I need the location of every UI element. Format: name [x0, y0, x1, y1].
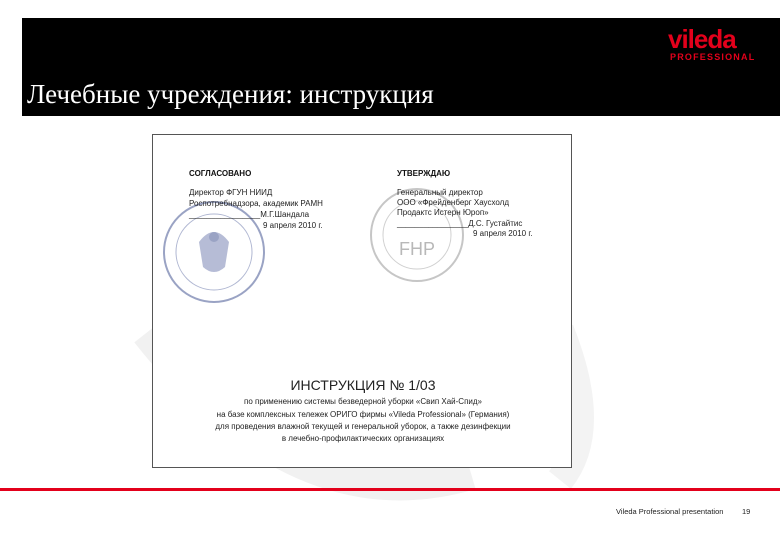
approval-right-line: Продактс Истерн Юроп»	[397, 208, 489, 217]
stamp-fhp-text: FHP	[399, 239, 435, 259]
instruction-text-line: на базе комплексных тележек ОРИГО фирмы «Vileda Professional» (Германия)	[216, 410, 510, 419]
approval-heading-left: СОГЛАСОВАНО	[189, 169, 252, 178]
footer-text: Vileda Professional presentation	[616, 507, 724, 516]
logo-wordmark: vileda	[668, 24, 736, 54]
approval-right-line: ООО «Фрейденберг Хаусхолд	[397, 198, 509, 207]
approval-left-line: ________________М.Г.Шандала	[189, 210, 310, 219]
footer-divider	[0, 488, 780, 491]
approval-left-line: Роспотребнадзора, академик РАМН	[189, 199, 323, 208]
instruction-text-line: по применению системы безведерной уборки «Свип Хай-Спид»	[243, 397, 482, 406]
instruction-title: ИНСТРУКЦИЯ № 1/03	[290, 377, 436, 393]
approval-heading-right: УТВЕРЖДАЮ	[397, 169, 451, 178]
instruction-document-image	[152, 134, 572, 468]
instruction-text-line: для проведения влажной текущей и генеральной уборок, а также дезинфекции	[215, 422, 511, 431]
approval-right-date: 9 апреля 2010 г.	[473, 229, 533, 238]
slide-title: Лечебные учреждения: инструкция	[27, 79, 434, 109]
approval-left-date: 9 апреля 2010 г.	[263, 221, 323, 230]
vileda-logo	[664, 26, 754, 66]
logo-subtitle: PROFESSIONAL	[670, 52, 756, 62]
approval-right-line: ________________Д.С. Густайтис	[397, 219, 523, 228]
instruction-text-line: в лечебно-профилактических организациях	[281, 434, 445, 443]
approval-left-line: Директор ФГУН НИИД	[189, 188, 273, 197]
page-number: 19	[742, 507, 751, 516]
approval-right-line: Генеральный директор	[397, 188, 483, 197]
